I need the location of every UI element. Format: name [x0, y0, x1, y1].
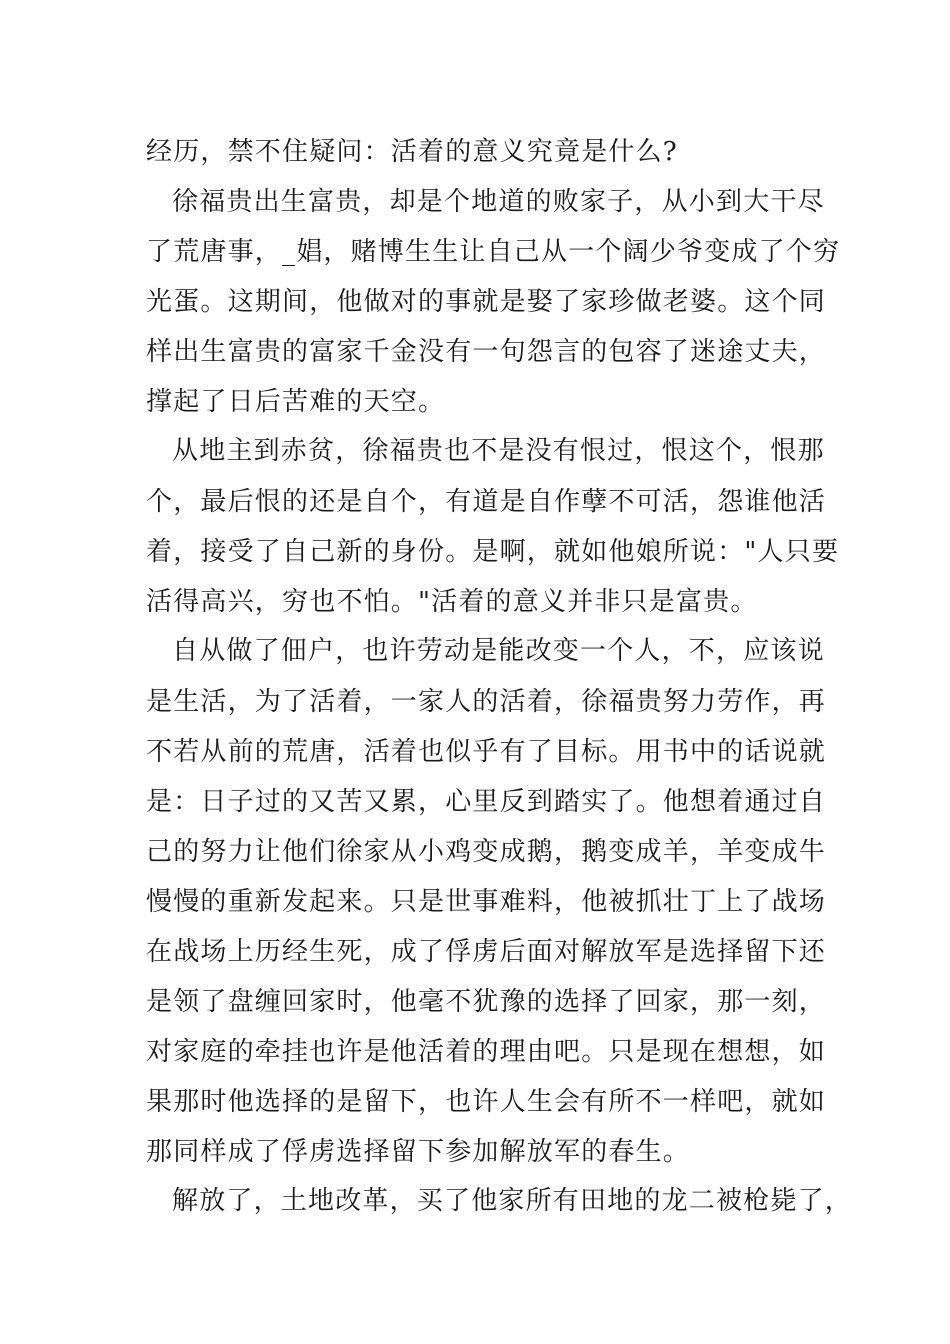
text-line: 活得高兴，穷也不怕。"活着的意义并非只是富贵。: [146, 587, 758, 617]
paragraph-start-line: 从地主到赤贫，徐福贵也不是没有恨过，恨这个，恨那: [172, 436, 825, 466]
text-line: 那同样成了俘虏选择留下参加解放军的春生。: [146, 1137, 691, 1167]
text-line: 在战场上历经生死，成了俘虏后面对解放军是选择留下还: [146, 937, 827, 967]
text-line: 对家庭的牵挂也许是他活着的理由吧。只是现在想想，如: [146, 1037, 827, 1067]
paragraph-start-line: 徐福贵出生富贵，却是个地道的败家子，从小到大干尽: [172, 187, 825, 217]
text-line: 己的努力让他们徐家从小鸡变成鹅，鹅变成羊，羊变成牛: [146, 837, 827, 867]
paragraph-start-line: 解放了，土地改革，买了他家所有田地的龙二被枪毙了，: [172, 1186, 853, 1216]
text-line: 是：日子过的又苦又累，心里反到踏实了。他想着通过自: [146, 787, 827, 817]
text-line: 慢慢的重新发起来。只是世事难料，他被抓壮丁上了战场: [146, 887, 827, 917]
text-line: 不若从前的荒唐，活着也似乎有了目标。用书中的话说就: [146, 737, 827, 767]
text-line: 是生活，为了活着，一家人的活着，徐福贵努力劳作，再: [146, 687, 827, 717]
text-line: 个，最后恨的还是自个，有道是自作孽不可活，怨谁他活: [146, 487, 827, 517]
text-line: 是领了盘缠回家时，他毫不犹豫的选择了回家，那一刻，: [146, 987, 827, 1017]
paragraph-start-line: 自从做了佃户，也许劳动是能改变一个人，不，应该说: [172, 636, 825, 666]
text-line: 撑起了日后苦难的天空。: [146, 387, 446, 417]
text-line: 光蛋。这期间，他做对的事就是娶了家珍做老婆。这个同: [146, 287, 827, 317]
text-line: 了荒唐事，_娼，赌博生生让自己从一个阔少爷变成了个穷: [146, 237, 841, 267]
text-line: 经历，禁不住疑问：活着的意义究竟是什么?: [146, 137, 678, 167]
text-line: 样出生富贵的富家千金没有一句怨言的包容了迷途丈夫，: [146, 337, 827, 367]
text-line: 果那时他选择的是留下，也许人生会有所不一样吧，就如: [146, 1087, 827, 1117]
text-line: 着，接受了自己新的身份。是啊，就如他娘所说："人只要: [146, 537, 840, 567]
